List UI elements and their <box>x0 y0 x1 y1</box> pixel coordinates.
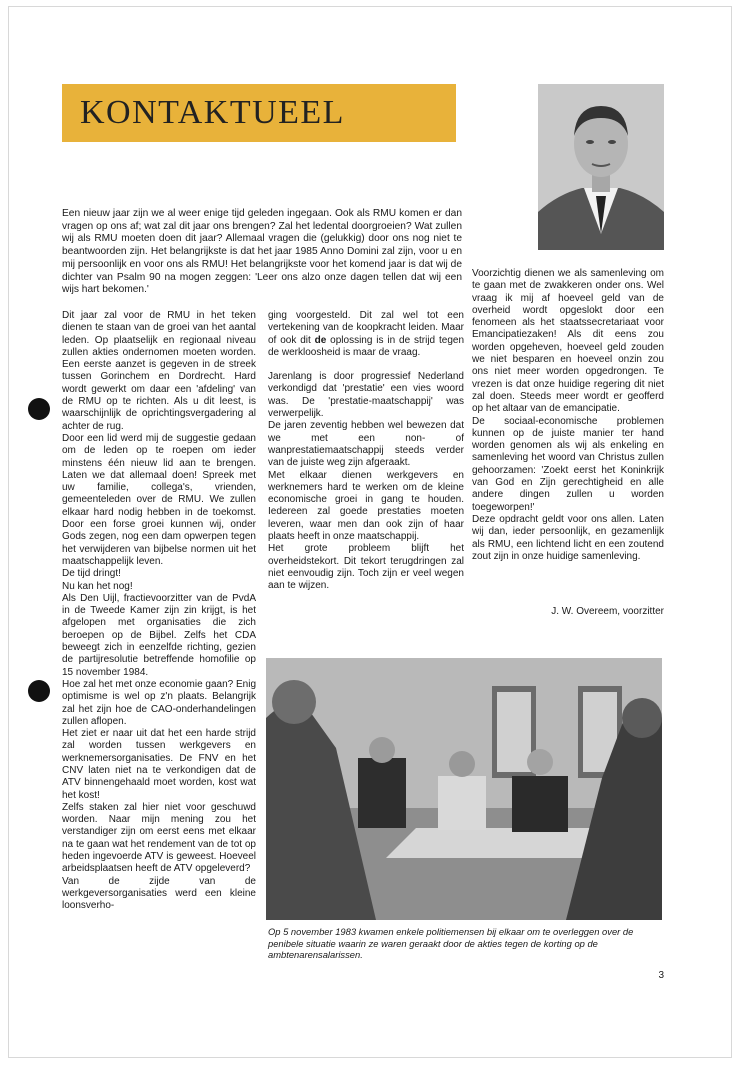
paragraph: Zelfs staken zal hier niet voor geschuwd worden. Naar mijn mening zou het verstandiger zijn om eerst eens met elkaar na te gaan wat het rendement van de tot op heden ingevoerde ATV is geweest. Hoeveel arbeidsplaatsen heeft de ATV opgeleverd? <box>62 801 256 875</box>
paragraph: De tijd dringt! <box>62 568 121 580</box>
author-signature: J. W. Overeem, voorzitter <box>551 606 664 617</box>
paragraph: Deze opdracht geldt voor ons allen. Laten wij dan, ieder persoonlijk, en gezamenlijk als RMU, een lichtend licht en een zoutend zout zijn in onze huidige samenleving. <box>472 513 664 562</box>
masthead-banner <box>62 84 456 142</box>
paragraph: Nu kan het nog! <box>62 580 133 592</box>
binder-hole <box>28 680 50 702</box>
paragraph: Van de zijde van de werkgeversorganisaties werd een kleine loonsverho- <box>62 875 256 912</box>
paragraph: Voorzichtig dienen we als samenleving om te gaan met de zwakkeren onder ons. Wel vraag ik mij af hoeveel geld van de overheid wordt opgeslokt door een fenomeen als het staatssecretariaat voor Emancipatiezaken! Als dit eens zou worden opgeheven, hoeveel geld zouden we niet besparen en hoeveel onzin zou ons niet meer worden opgedrongen. Te vrezen is dat onze huidige regering dit niet zal doen. Steeds meer wordt er geofferd op het altaar van de emancipatie. <box>472 268 664 415</box>
author-portrait <box>538 84 664 250</box>
paragraph: Jarenlang is door progressief Nederland verkondigd dat 'prestatie' een vies woord was. De 'prestatie-maatschappij' was verwerpelijk. <box>268 371 464 420</box>
paragraph: Dit jaar zal voor de RMU in het teken dienen te staan van de groei van het aantal leden. Op plaatselijk en regionaal niveau zullen akties ondernomen moeten worden. Een eerste aanzet is gegeven in de streek tussen Gorinchem en Dordrecht. Hard wordt gewerkt om daar een 'afdeling' van de RMU op te richten. Als u dit leest, is waarschijnlijk de oprichtingsvergadering al achter de rug. <box>62 310 256 432</box>
paragraph: Hoe zal het met onze economie gaan? Enig optimisme is wel op z'n plaats. Belangrijk zal het zijn hoe de CAO-onderhandelingen zullen aflopen. <box>62 678 257 727</box>
meeting-photo <box>266 658 662 920</box>
page-title: KONTAKTUEEL <box>80 94 345 131</box>
photo-caption: Op 5 november 1983 kwamen enkele politiemensen bij elkaar om te overleggen over de penibele situatie waarin ze waren geraakt door de akties tegen de korting op de ambtenarensalarissen. <box>268 926 634 961</box>
binder-hole <box>28 398 50 420</box>
paragraph: ging voorgesteld. Dit zal wel tot een vertekening van de koopkracht leiden. Maar of ook dit de oplossing is in de strijd tegen de werkloosheid is maar de vraag. <box>268 310 465 358</box>
emphasis-word: de <box>314 334 327 346</box>
intro-paragraph: Een nieuw jaar zijn we al weer enige tijd geleden ingegaan. Ook als RMU komen er dan vragen op ons af; wat zal dit jaar ons brengen? Zal het ledental doorgroeien? Wat zullen wij als RMU moeten doen dit jaar? Allemaal vragen die (gelukkig) door ons nog niet te beantwoorden zijn. Het belangrijkste is dat het jaar 1985 Anno Domini zal zijn, voor u en mij persoonlijk en voor ons als RMU! Het belangrijkste voor het komend jaar is dat wij de dichter van Psalm 90 na mogen zeggen: 'Leer ons alzo onze dagen tellen dat wij een wijs hart bekomen.' <box>62 208 462 296</box>
paragraph: De jaren zeventig hebben wel bewezen dat we met een non- of wanprestatiemaatschappij steeds verder van de juiste weg zijn afgeraakt. <box>268 420 464 469</box>
paragraph: Het grote probleem blijft het overheidstekort. Dit tekort terugdringen zal niet eenvoudig zijn. Toch zijn er veel wegen aan te wijzen. <box>268 543 464 592</box>
paragraph: Met elkaar dienen werkgevers en werknemers hard te werken om de kleine economische groei in gang te houden. Iedereen zal goede prestaties moeten leveren, waar men dan ook zijn of haar plaats heeft in onze maatschappij. <box>268 469 464 543</box>
paragraph: Door een lid werd mij de suggestie gedaan om de leden op te roepen om ieder minstens één nieuw lid aan te brengen. Laten we dat allemaal doen! Spreek met uw familie, collega's, vrienden, gemeenteleden over de RMU. We zullen elkaar hard nodig hebben in de toekomst. Door een forse groei kunnen wij, onder Gods zegen, nog een dam opwerpen tegen het verwijderen van bijbelse normen uit het maatschappelijk leven. <box>62 432 256 567</box>
paragraph: Als Den Uijl, fractievoorzitter van de PvdA in de Tweede Kamer zijn zin krijgt, is het afgelopen met organisaties die zich beroepen op de Bijbel. Zelfs het CDA beweegt zich in eenzelfde richting, gezien de partijresolutie betreffende homofilie op 15 november 1984. <box>62 592 256 678</box>
article-column-1 <box>62 310 256 913</box>
paragraph: De sociaal-economische problemen kunnen op de juiste manier ter hand worden genomen als wij als enkeling en samenleving het woord van Christus zullen gehoorzamen: 'Zoekt eerst het Koninkrijk van God en Zijn gerechtigheid en alle andere dingen zullen u worden toegeworpen!' <box>472 415 664 513</box>
article-column-3 <box>472 268 664 563</box>
paragraph: Het ziet er naar uit dat het een harde strijd zal worden tussen werkgevers en werknemersorganisaties. De FNV en het CNV laten niet na te verkondigen dat de ATV binnengehaald moet worden, kost wat het kost! <box>62 728 256 801</box>
page-number: 3 <box>658 970 664 981</box>
article-column-2 <box>268 310 464 593</box>
